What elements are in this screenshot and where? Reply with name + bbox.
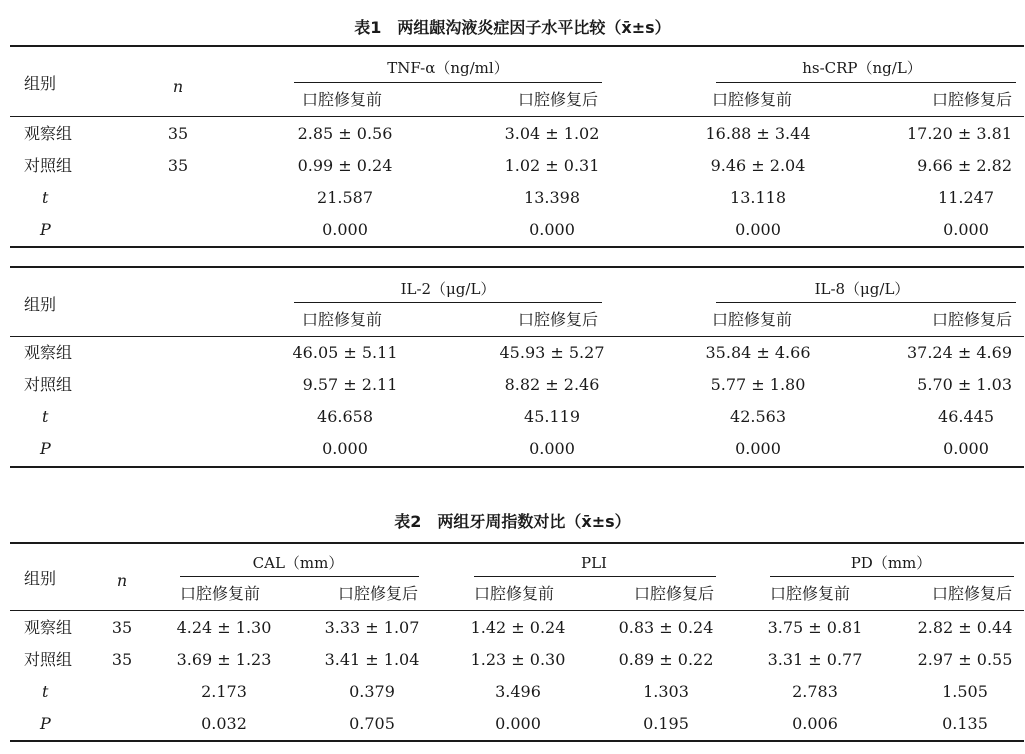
table1-header-rule [10, 116, 1024, 117]
cell-value: 0.000 [529, 439, 575, 458]
cell-value: 0.000 [322, 439, 368, 458]
cell-value: 2.783 [792, 682, 838, 701]
table2-bottom-rule [10, 740, 1024, 742]
table1-group-header: 组别 [24, 74, 57, 93]
cell-value: 0.705 [349, 714, 395, 733]
table1-sub-before-4: 口腔修复前 [712, 310, 793, 329]
cell-value: 0.000 [735, 439, 781, 458]
cell-value: 1.303 [643, 682, 689, 701]
table1-subrule-tnf [294, 82, 602, 83]
cell-n: 35 [111, 650, 133, 669]
cell-value: 8.82 ± 2.46 [504, 375, 600, 394]
table1-colgroup-il2: IL-2（μg/L） [400, 280, 496, 298]
cell-value: 0.000 [495, 714, 541, 733]
cell-value: 3.69 ± 1.23 [176, 650, 272, 669]
cell-value: 4.24 ± 1.30 [176, 618, 272, 637]
cell-value: 3.41 ± 1.04 [324, 650, 420, 669]
cell-value: 9.57 ± 2.11 [302, 375, 398, 394]
row-label: t [42, 407, 49, 426]
row-label: P [40, 439, 51, 458]
cell-value: 1.42 ± 0.24 [470, 618, 566, 637]
cell-value: 35.84 ± 4.66 [705, 343, 811, 362]
cell-value: 46.658 [317, 407, 373, 426]
cell-value: 0.000 [943, 220, 989, 239]
cell-value: 0.000 [943, 439, 989, 458]
table2-sub-after-2: 口腔修复后 [633, 584, 714, 603]
table2-sub-after-1: 口腔修复后 [337, 584, 418, 603]
table1-bottom-rule [10, 466, 1024, 468]
cell-value: 3.75 ± 0.81 [767, 618, 863, 637]
table1-sub-after-3: 口腔修复后 [517, 310, 598, 329]
table1-n-header: n [172, 77, 184, 96]
cell-value: 46.445 [938, 407, 994, 426]
cell-value: 42.563 [730, 407, 786, 426]
table1-colgroup-hscrp: hs-CRP（ng/L） [802, 59, 922, 77]
table2-caption: 表2 两组牙周指数对比（x̄±s） [394, 512, 631, 531]
cell-value: 1.505 [942, 682, 988, 701]
table2-subrule-cal [180, 576, 419, 577]
cell-value: 1.23 ± 0.30 [470, 650, 566, 669]
table2-sub-before-2: 口腔修复前 [474, 584, 555, 603]
table1-sub-after-2: 口腔修复后 [931, 90, 1012, 109]
table1-mid-rule-1 [10, 246, 1024, 248]
table2-subrule-pli [474, 576, 716, 577]
cell-value: 3.04 ± 1.02 [504, 124, 600, 143]
cell-value: 46.05 ± 5.11 [292, 343, 398, 362]
cell-value: 0.135 [942, 714, 988, 733]
cell-value: 9.66 ± 2.82 [917, 156, 1012, 175]
cell-value: 13.118 [730, 188, 786, 207]
cell-value: 0.83 ± 0.24 [618, 618, 714, 637]
cell-value: 0.032 [201, 714, 247, 733]
cell-value: 0.000 [322, 220, 368, 239]
cell-value: 3.496 [495, 682, 541, 701]
cell-value: 5.70 ± 1.03 [917, 375, 1012, 394]
cell-value: 0.195 [643, 714, 689, 733]
table1-subrule-il8 [716, 302, 1016, 303]
cell-value: 5.77 ± 1.80 [710, 375, 806, 394]
table1-header-rule-2 [10, 336, 1024, 337]
table1-top-rule [10, 45, 1024, 47]
cell-n: 35 [167, 124, 189, 143]
row-label: 观察组 [24, 343, 73, 362]
table2-colgroup-pli: PLI [581, 554, 607, 572]
table1-sub-before-1: 口腔修复前 [302, 90, 383, 109]
row-label: 对照组 [24, 650, 73, 669]
row-label: 对照组 [24, 156, 73, 175]
table2-n-header: n [116, 571, 128, 590]
table1-colgroup-il8: IL-8（μg/L） [814, 280, 910, 298]
row-label: P [40, 714, 51, 733]
cell-value: 2.85 ± 0.56 [297, 124, 393, 143]
cell-value: 0.000 [735, 220, 781, 239]
table2-sub-before-1: 口腔修复前 [180, 584, 261, 603]
cell-value: 9.46 ± 2.04 [710, 156, 806, 175]
cell-value: 37.24 ± 4.69 [906, 343, 1012, 362]
row-label: t [42, 188, 49, 207]
cell-value: 0.379 [349, 682, 395, 701]
table2-header-rule [10, 610, 1024, 611]
table1-sub-after-4: 口腔修复后 [931, 310, 1012, 329]
cell-value: 11.247 [938, 188, 994, 207]
table1-colgroup-tnf: TNF-α（ng/ml） [387, 59, 509, 77]
table1-sub-before-3: 口腔修复前 [302, 310, 383, 329]
cell-value: 17.20 ± 3.81 [906, 124, 1012, 143]
cell-value: 13.398 [524, 188, 580, 207]
cell-value: 0.000 [529, 220, 575, 239]
table1-subrule-il2 [294, 302, 602, 303]
row-label: 观察组 [24, 124, 73, 143]
row-label: P [40, 220, 51, 239]
cell-n: 35 [167, 156, 189, 175]
cell-value: 3.33 ± 1.07 [324, 618, 420, 637]
cell-value: 45.119 [524, 407, 580, 426]
table2-group-header: 组别 [24, 569, 57, 588]
table2-sub-after-3: 口腔修复后 [931, 584, 1012, 603]
table1-group-header-2: 组别 [24, 295, 57, 314]
table2-colgroup-cal: CAL（mm） [252, 554, 344, 572]
table1-sub-before-2: 口腔修复前 [712, 90, 793, 109]
table2-sub-before-3: 口腔修复前 [770, 584, 851, 603]
cell-value: 16.88 ± 3.44 [705, 124, 811, 143]
table2-top-rule [10, 542, 1024, 544]
cell-value: 1.02 ± 0.31 [504, 156, 600, 175]
table2-subrule-pd [770, 576, 1014, 577]
cell-value: 0.006 [792, 714, 838, 733]
cell-value: 0.99 ± 0.24 [297, 156, 393, 175]
cell-value: 3.31 ± 0.77 [767, 650, 863, 669]
cell-value: 2.82 ± 0.44 [917, 618, 1013, 637]
row-label: 对照组 [24, 375, 73, 394]
cell-value: 21.587 [317, 188, 373, 207]
cell-value: 2.173 [201, 682, 247, 701]
row-label: t [42, 682, 49, 701]
table1-sub-after-1: 口腔修复后 [517, 90, 598, 109]
table2-colgroup-pd: PD（mm） [850, 554, 932, 572]
cell-n: 35 [111, 618, 133, 637]
table1-subrule-hscrp [716, 82, 1016, 83]
row-label: 观察组 [24, 618, 73, 637]
table1-mid-rule-2 [10, 266, 1024, 268]
table1-caption: 表1 两组龈沟液炎症因子水平比较（x̄±s） [354, 18, 671, 37]
cell-value: 45.93 ± 5.27 [499, 343, 605, 362]
cell-value: 0.89 ± 0.22 [618, 650, 714, 669]
cell-value: 2.97 ± 0.55 [917, 650, 1013, 669]
